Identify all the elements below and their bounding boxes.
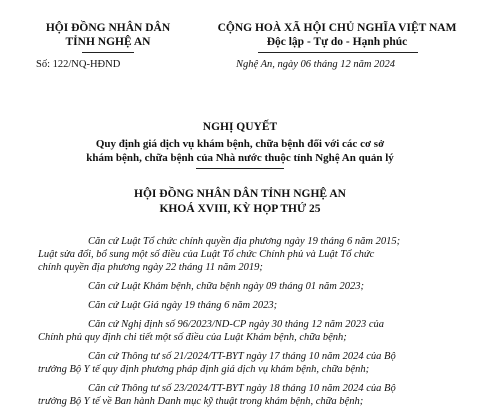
basis-line: chính quyền địa phương ngày 22 tháng 11 năm 2019; — [38, 262, 263, 273]
legal-basis-item — [38, 350, 450, 376]
council-heading — [0, 187, 480, 217]
basis-line: Luật sửa đổi, bổ sung một số điều của Luật Tổ chức Chính phủ và Luật Tổ chức — [38, 249, 375, 260]
document-type: NGHỊ QUYẾT — [202, 121, 278, 133]
legal-basis-item — [66, 280, 450, 293]
legal-basis-item — [66, 299, 450, 312]
national-header — [196, 21, 478, 49]
agency-underline — [82, 52, 134, 53]
basis-line: Căn cứ Thông tư số 21/2024/TT-BYT ngày 17 tháng 10 năm 2024 của Bộ — [88, 351, 396, 362]
basis-line: Căn cứ Thông tư số 23/2024/TT-BYT ngày 18 tháng 10 năm 2024 của Bộ — [88, 383, 396, 394]
council-name: HỘI ĐỒNG NHÂN DÂN TỈNH NGHỆ AN — [134, 188, 346, 200]
legal-basis-item — [38, 235, 450, 274]
legal-bases — [38, 235, 450, 414]
motto-underline — [258, 52, 418, 53]
place-and-date: Nghệ An, ngày 06 tháng 12 năm 2024 — [236, 59, 396, 70]
basis-line: trưởng Bộ Y tế quy định phương pháp định giá dịch vụ khám bệnh, chữa bệnh; — [38, 364, 370, 375]
summary-underline — [196, 168, 284, 169]
legal-basis-item — [38, 318, 450, 344]
summary-line-1: Quy định giá dịch vụ khám bệnh, chữa bệnh đối với các cơ sở — [95, 138, 385, 150]
basis-line: Căn cứ Luật Giá ngày 19 tháng 6 năm 2023; — [88, 300, 278, 311]
national-motto: Độc lập - Tự do - Hạnh phúc — [266, 36, 408, 48]
basis-line: trưởng Bộ Y tế về Ban hành Danh mục kỹ thuật trong khám bệnh, chữa bệnh; — [38, 396, 364, 407]
issuing-agency — [28, 21, 188, 49]
document-summary — [0, 137, 480, 165]
legal-basis-item — [38, 382, 450, 408]
basis-line: Căn cứ Luật Tổ chức chính quyền địa phương ngày 19 tháng 6 năm 2015; — [88, 236, 401, 247]
basis-line: Căn cứ Nghị định số 96/2023/ND-CP ngày 30 tháng 12 năm 2023 của — [88, 319, 385, 330]
basis-line: Chính phủ quy định chi tiết một số điều của Luật Khám bệnh, chữa bệnh; — [38, 332, 347, 343]
summary-line-2: khám bệnh, chữa bệnh của Nhà nước thuộc tỉnh Nghệ An quản lý — [86, 152, 394, 164]
document-number: Số: 122/NQ-HĐND — [36, 59, 121, 70]
council-session: KHOÁ XVIII, KỲ HỌP THỨ 25 — [159, 203, 321, 215]
nation-name: CỘNG HOÀ XÃ HỘI CHỦ NGHĨA VIỆT NAM — [217, 22, 457, 34]
agency-line-1: HỘI ĐỒNG NHÂN DÂN — [45, 22, 171, 34]
basis-line: Căn cứ Luật Khám bệnh, chữa bệnh ngày 09 tháng 01 năm 2023; — [88, 281, 364, 292]
agency-line-2: TỈNH NGHỆ AN — [65, 36, 151, 48]
